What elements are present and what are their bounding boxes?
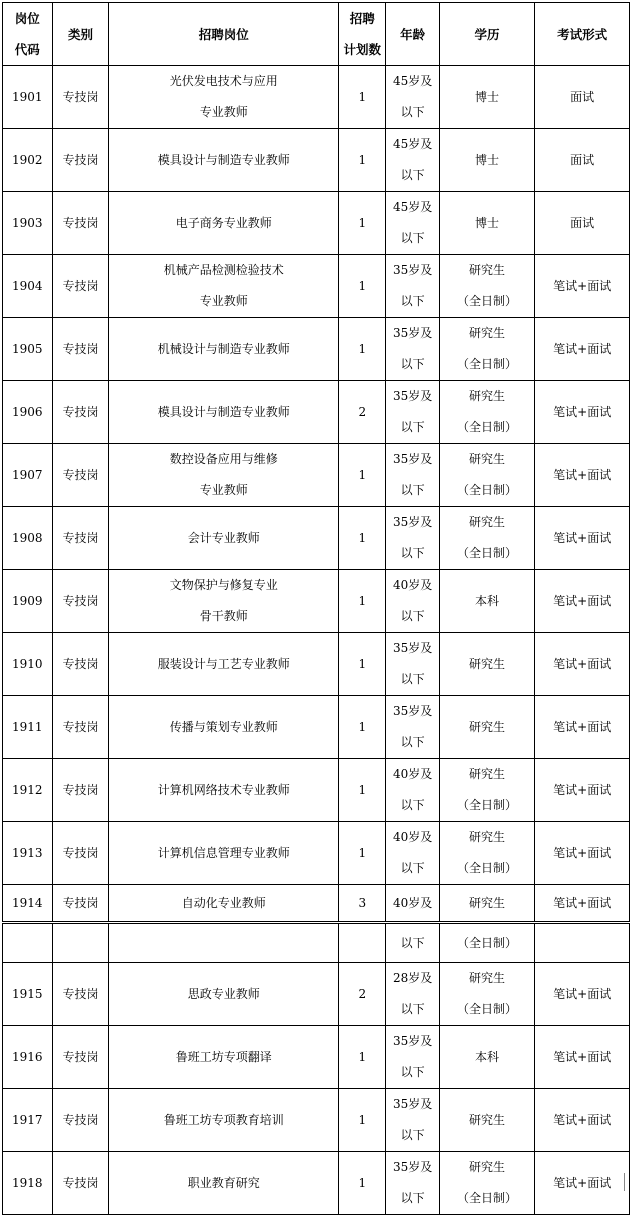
continuation-age-cell: 以下	[386, 923, 439, 963]
education-cell: 研究生	[439, 696, 535, 759]
exam-cell: 笔试+面试	[535, 1026, 630, 1089]
position-cell: 模具设计与制造专业教师	[109, 381, 339, 444]
quota-cell: 1	[339, 444, 386, 507]
exam-cell: 面试	[535, 66, 630, 129]
age-cell: 35岁及 以下	[386, 1089, 439, 1152]
age-cell: 28岁及 以下	[386, 963, 439, 1026]
quota-cell: 1	[339, 129, 386, 192]
page-edge-mark	[624, 1173, 629, 1191]
table-row	[3, 633, 630, 696]
code-cell: 1910	[3, 633, 53, 696]
education-cell: 研究生 （全日制）	[439, 507, 535, 570]
code-cell: 1912	[3, 759, 53, 822]
position-cell: 鲁班工坊专项教育培训	[109, 1089, 339, 1152]
continuation-code-cell	[3, 923, 53, 963]
category-cell: 专技岗	[52, 963, 109, 1026]
age-cell: 35岁及 以下	[386, 255, 439, 318]
exam-cell: 笔试+面试	[535, 381, 630, 444]
exam-cell: 笔试+面试	[535, 696, 630, 759]
category-cell: 专技岗	[52, 1152, 109, 1215]
education-cell: 博士	[439, 129, 535, 192]
position-cell: 计算机网络技术专业教师	[109, 759, 339, 822]
position-cell: 光伏发电技术与应用 专业教师	[109, 66, 339, 129]
quota-cell: 1	[339, 1152, 386, 1215]
quota-cell: 1	[339, 192, 386, 255]
age-cell: 35岁及 以下	[386, 1026, 439, 1089]
code-cell: 1904	[3, 255, 53, 318]
table-row	[3, 570, 630, 633]
position-cell: 文物保护与修复专业 骨干教师	[109, 570, 339, 633]
age-cell: 40岁及 以下	[386, 570, 439, 633]
age-cell: 35岁及 以下	[386, 633, 439, 696]
code-cell: 1916	[3, 1026, 53, 1089]
header-exam: 考试形式	[535, 3, 630, 66]
education-cell: 研究生 （全日制）	[439, 255, 535, 318]
education-cell: 博士	[439, 66, 535, 129]
age-cell: 40岁及	[386, 885, 439, 923]
age-cell: 35岁及 以下	[386, 444, 439, 507]
header-position: 招聘岗位	[109, 3, 339, 66]
table-row	[3, 885, 630, 923]
code-cell: 1906	[3, 381, 53, 444]
category-cell: 专技岗	[52, 318, 109, 381]
education-cell: 本科	[439, 1026, 535, 1089]
age-cell: 35岁及 以下	[386, 1152, 439, 1215]
table-row	[3, 507, 630, 570]
quota-cell: 1	[339, 507, 386, 570]
age-cell: 35岁及 以下	[386, 696, 439, 759]
education-cell: 研究生 （全日制）	[439, 444, 535, 507]
position-cell: 会计专业教师	[109, 507, 339, 570]
category-cell: 专技岗	[52, 129, 109, 192]
education-cell: 研究生 （全日制）	[439, 963, 535, 1026]
category-cell: 专技岗	[52, 1026, 109, 1089]
header-category: 类别	[52, 3, 109, 66]
code-cell: 1918	[3, 1152, 53, 1215]
code-cell: 1917	[3, 1089, 53, 1152]
exam-cell: 笔试+面试	[535, 759, 630, 822]
table-row	[3, 66, 630, 129]
category-cell: 专技岗	[52, 759, 109, 822]
education-cell: 研究生 （全日制）	[439, 759, 535, 822]
exam-cell: 笔试+面试	[535, 822, 630, 885]
position-cell: 职业教育研究	[109, 1152, 339, 1215]
exam-cell: 面试	[535, 129, 630, 192]
education-cell: 研究生	[439, 633, 535, 696]
code-cell: 1905	[3, 318, 53, 381]
exam-cell: 笔试+面试	[535, 570, 630, 633]
quota-cell: 3	[339, 885, 386, 923]
category-cell: 专技岗	[52, 822, 109, 885]
position-cell: 思政专业教师	[109, 963, 339, 1026]
table-row	[3, 192, 630, 255]
quota-cell: 1	[339, 318, 386, 381]
education-cell: 研究生	[439, 885, 535, 923]
header-age: 年龄	[386, 3, 439, 66]
position-cell: 鲁班工坊专项翻译	[109, 1026, 339, 1089]
category-cell: 专技岗	[52, 66, 109, 129]
category-cell: 专技岗	[52, 885, 109, 923]
code-cell: 1909	[3, 570, 53, 633]
category-cell: 专技岗	[52, 507, 109, 570]
quota-cell: 1	[339, 255, 386, 318]
position-cell: 服装设计与工艺专业教师	[109, 633, 339, 696]
table-row	[3, 1089, 630, 1152]
education-cell: 研究生	[439, 1089, 535, 1152]
category-cell: 专技岗	[52, 570, 109, 633]
exam-cell: 笔试+面试	[535, 633, 630, 696]
header-education: 学历	[439, 3, 535, 66]
code-cell: 1914	[3, 885, 53, 923]
education-cell: 研究生 （全日制）	[439, 318, 535, 381]
table-body-continuation	[3, 923, 630, 963]
education-cell: 研究生 （全日制）	[439, 381, 535, 444]
exam-cell: 笔试+面试	[535, 318, 630, 381]
exam-cell: 笔试+面试	[535, 963, 630, 1026]
code-cell: 1901	[3, 66, 53, 129]
quota-cell: 1	[339, 696, 386, 759]
exam-cell: 笔试+面试	[535, 885, 630, 923]
age-cell: 40岁及 以下	[386, 822, 439, 885]
age-cell: 35岁及 以下	[386, 318, 439, 381]
table-row	[3, 963, 630, 1026]
age-cell: 45岁及 以下	[386, 192, 439, 255]
quota-cell: 1	[339, 66, 386, 129]
continuation-exam-cell	[535, 923, 630, 963]
exam-cell: 面试	[535, 192, 630, 255]
table-body-second	[3, 963, 630, 1215]
table-row	[3, 696, 630, 759]
category-cell: 专技岗	[52, 633, 109, 696]
continuation-row	[3, 923, 630, 963]
header-quota: 招聘 计划数	[339, 3, 386, 66]
table-row	[3, 129, 630, 192]
table-row	[3, 1026, 630, 1089]
category-cell: 专技岗	[52, 444, 109, 507]
exam-cell: 笔试+面试	[535, 1152, 630, 1215]
category-cell: 专技岗	[52, 696, 109, 759]
position-cell: 计算机信息管理专业教师	[109, 822, 339, 885]
position-cell: 机械设计与制造专业教师	[109, 318, 339, 381]
education-cell: 本科	[439, 570, 535, 633]
category-cell: 专技岗	[52, 192, 109, 255]
category-cell: 专技岗	[52, 381, 109, 444]
code-cell: 1902	[3, 129, 53, 192]
quota-cell: 1	[339, 1089, 386, 1152]
quota-cell: 1	[339, 633, 386, 696]
exam-cell: 笔试+面试	[535, 255, 630, 318]
quota-cell: 1	[339, 570, 386, 633]
table-row	[3, 822, 630, 885]
table-row	[3, 1152, 630, 1215]
code-cell: 1903	[3, 192, 53, 255]
education-cell: 博士	[439, 192, 535, 255]
exam-cell: 笔试+面试	[535, 507, 630, 570]
category-cell: 专技岗	[52, 1089, 109, 1152]
quota-cell: 1	[339, 822, 386, 885]
age-cell: 35岁及 以下	[386, 381, 439, 444]
table-row	[3, 381, 630, 444]
continuation-quota-cell	[339, 923, 386, 963]
code-cell: 1911	[3, 696, 53, 759]
position-cell: 传播与策划专业教师	[109, 696, 339, 759]
recruitment-table	[2, 2, 630, 1215]
code-cell: 1913	[3, 822, 53, 885]
continuation-education-cell: （全日制）	[439, 923, 535, 963]
position-cell: 自动化专业教师	[109, 885, 339, 923]
education-cell: 研究生 （全日制）	[439, 822, 535, 885]
position-cell: 电子商务专业教师	[109, 192, 339, 255]
table-body-main	[3, 66, 630, 923]
continuation-category-cell	[52, 923, 109, 963]
header-code: 岗位 代码	[3, 3, 53, 66]
category-cell: 专技岗	[52, 255, 109, 318]
quota-cell: 1	[339, 759, 386, 822]
code-cell: 1915	[3, 963, 53, 1026]
exam-cell: 笔试+面试	[535, 444, 630, 507]
age-cell: 45岁及 以下	[386, 129, 439, 192]
table-row	[3, 444, 630, 507]
table-row	[3, 255, 630, 318]
position-cell: 数控设备应用与维修 专业教师	[109, 444, 339, 507]
header-row	[3, 3, 630, 66]
quota-cell: 2	[339, 963, 386, 1026]
code-cell: 1907	[3, 444, 53, 507]
age-cell: 45岁及 以下	[386, 66, 439, 129]
position-cell: 机械产品检测检验技术 专业教师	[109, 255, 339, 318]
code-cell: 1908	[3, 507, 53, 570]
exam-cell: 笔试+面试	[535, 1089, 630, 1152]
table-row	[3, 318, 630, 381]
education-cell: 研究生 （全日制）	[439, 1152, 535, 1215]
quota-cell: 1	[339, 1026, 386, 1089]
quota-cell: 2	[339, 381, 386, 444]
age-cell: 40岁及 以下	[386, 759, 439, 822]
position-cell: 模具设计与制造专业教师	[109, 129, 339, 192]
continuation-position-cell	[109, 923, 339, 963]
age-cell: 35岁及 以下	[386, 507, 439, 570]
table-row	[3, 759, 630, 822]
